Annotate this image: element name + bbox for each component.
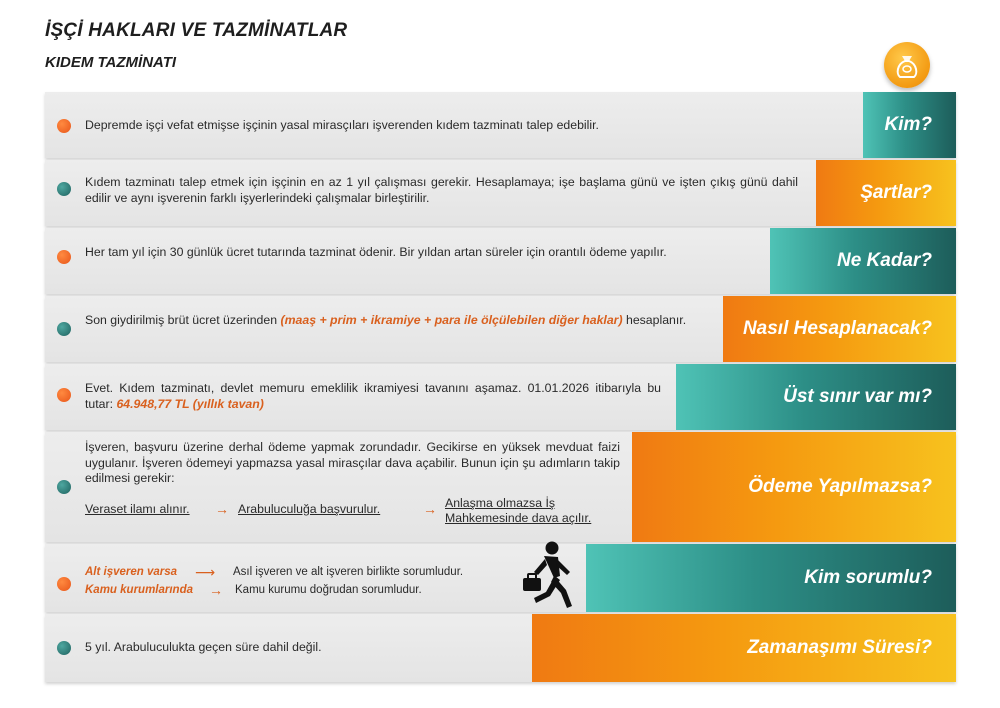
step-2: Arabuluculuğa başvurulur.: [238, 502, 381, 516]
item-value: Kamu kurumu doğrudan sorumludur.: [235, 584, 422, 596]
item-label: Kamu kurumlarında: [85, 584, 193, 596]
row-text: İşveren, başvuru üzerine derhal ödeme yapmak zorundadır. Gecikirse en yüksek mevduat faizi uygulanır. İşveren ödemeyi yapmazsa yasal mirasçılar dava açabilir. Bunun için şu adımların takip edilmesi gerekir:: [85, 440, 620, 485]
bullet-dot: [57, 322, 71, 336]
row-text: Her tam yıl için 30 günlük ücret tutarında tazminat ödenir. Bir yıldan artan süreler için orantılı ödeme yapılır.: [85, 245, 667, 259]
row-text: Kıdem tazminatı talep etmek için işçinin en az 1 yıl çalışması gerekir. Hesaplamaya; işe başlama günü ve işten çıkış günü dahil edilir ve aynı işverenin farklı işyerlerindeki çalışmalar birleştirilir.: [85, 175, 798, 205]
bullet-dot: [57, 182, 71, 196]
item-value: Asıl işveren ve alt işveren birlikte sorumludur.: [233, 566, 464, 578]
bullet-dot: [57, 119, 71, 133]
row-text: Evet. Kıdem tazminatı, devlet memuru emeklilik ikramiyesi tavanını aşamaz. 01.01.2026 itibarıyla bu tutar: 64.948,77 TL (yıllık tavan): [85, 381, 661, 411]
running-worker-with-briefcase-icon: [514, 540, 584, 612]
row-text: 5 yıl. Arabuluculukta geçen süre dahil değil.: [85, 640, 322, 654]
arrow-right-icon: →: [215, 501, 229, 517]
row-ust-sinir: [45, 364, 956, 430]
row-nasil: [45, 296, 956, 362]
step-1: Veraset ilamı alınır.: [85, 502, 190, 516]
page-subtitle: KIDEM TAZMİNATI: [45, 54, 177, 71]
bullet-dot: [57, 641, 71, 655]
row-kim: [45, 92, 956, 158]
bullet-dot: [57, 577, 71, 591]
item-label: Alt işveren varsa: [85, 566, 178, 578]
row-odeme: [45, 432, 956, 542]
tag-ust-sinir: Üst sınır var mı?: [676, 364, 956, 430]
step-3: Anlaşma olmazsa İş Mahkemesinde dava açılır.: [445, 496, 592, 525]
row-text: Depremde işçi vefat etmişse işçinin yasal mirasçıları işverenden kıdem tazminatı talep edebilir.: [85, 118, 599, 132]
bullet-dot: [57, 250, 71, 264]
row-sartlar: [45, 160, 956, 226]
money-bag-icon: [884, 42, 930, 88]
arrow-right-icon: →: [423, 501, 437, 517]
row-kim-sorumlu: [45, 544, 956, 612]
arrow-right-icon: →: [209, 582, 223, 598]
row-ne-kadar: [45, 228, 956, 294]
row-text: Son giydirilmiş brüt ücret üzerinden (maaş + prim + ikramiye + para ile ölçülebilen diğer haklar) hesaplanır.: [85, 313, 687, 327]
row-zamanasimi: [45, 614, 956, 682]
tag-kim: Kim?: [863, 92, 956, 158]
bullet-dot: [57, 388, 71, 402]
bullet-dot: [57, 480, 71, 494]
tag-ne-kadar: Ne Kadar?: [770, 228, 956, 294]
tag-nasil: Nasıl Hesaplanacak?: [723, 296, 956, 362]
arrow-right-icon: ⟶: [195, 564, 216, 580]
tag-odeme: Ödeme Yapılmazsa?: [632, 432, 956, 542]
tag-zamanasimi: Zamanaşımı Süresi?: [532, 614, 956, 682]
page-title: İŞÇİ HAKLARI VE TAZMİNATLAR: [45, 20, 348, 41]
tag-kim-sorumlu: Kim sorumlu?: [586, 544, 956, 612]
tag-sartlar: Şartlar?: [816, 160, 956, 226]
